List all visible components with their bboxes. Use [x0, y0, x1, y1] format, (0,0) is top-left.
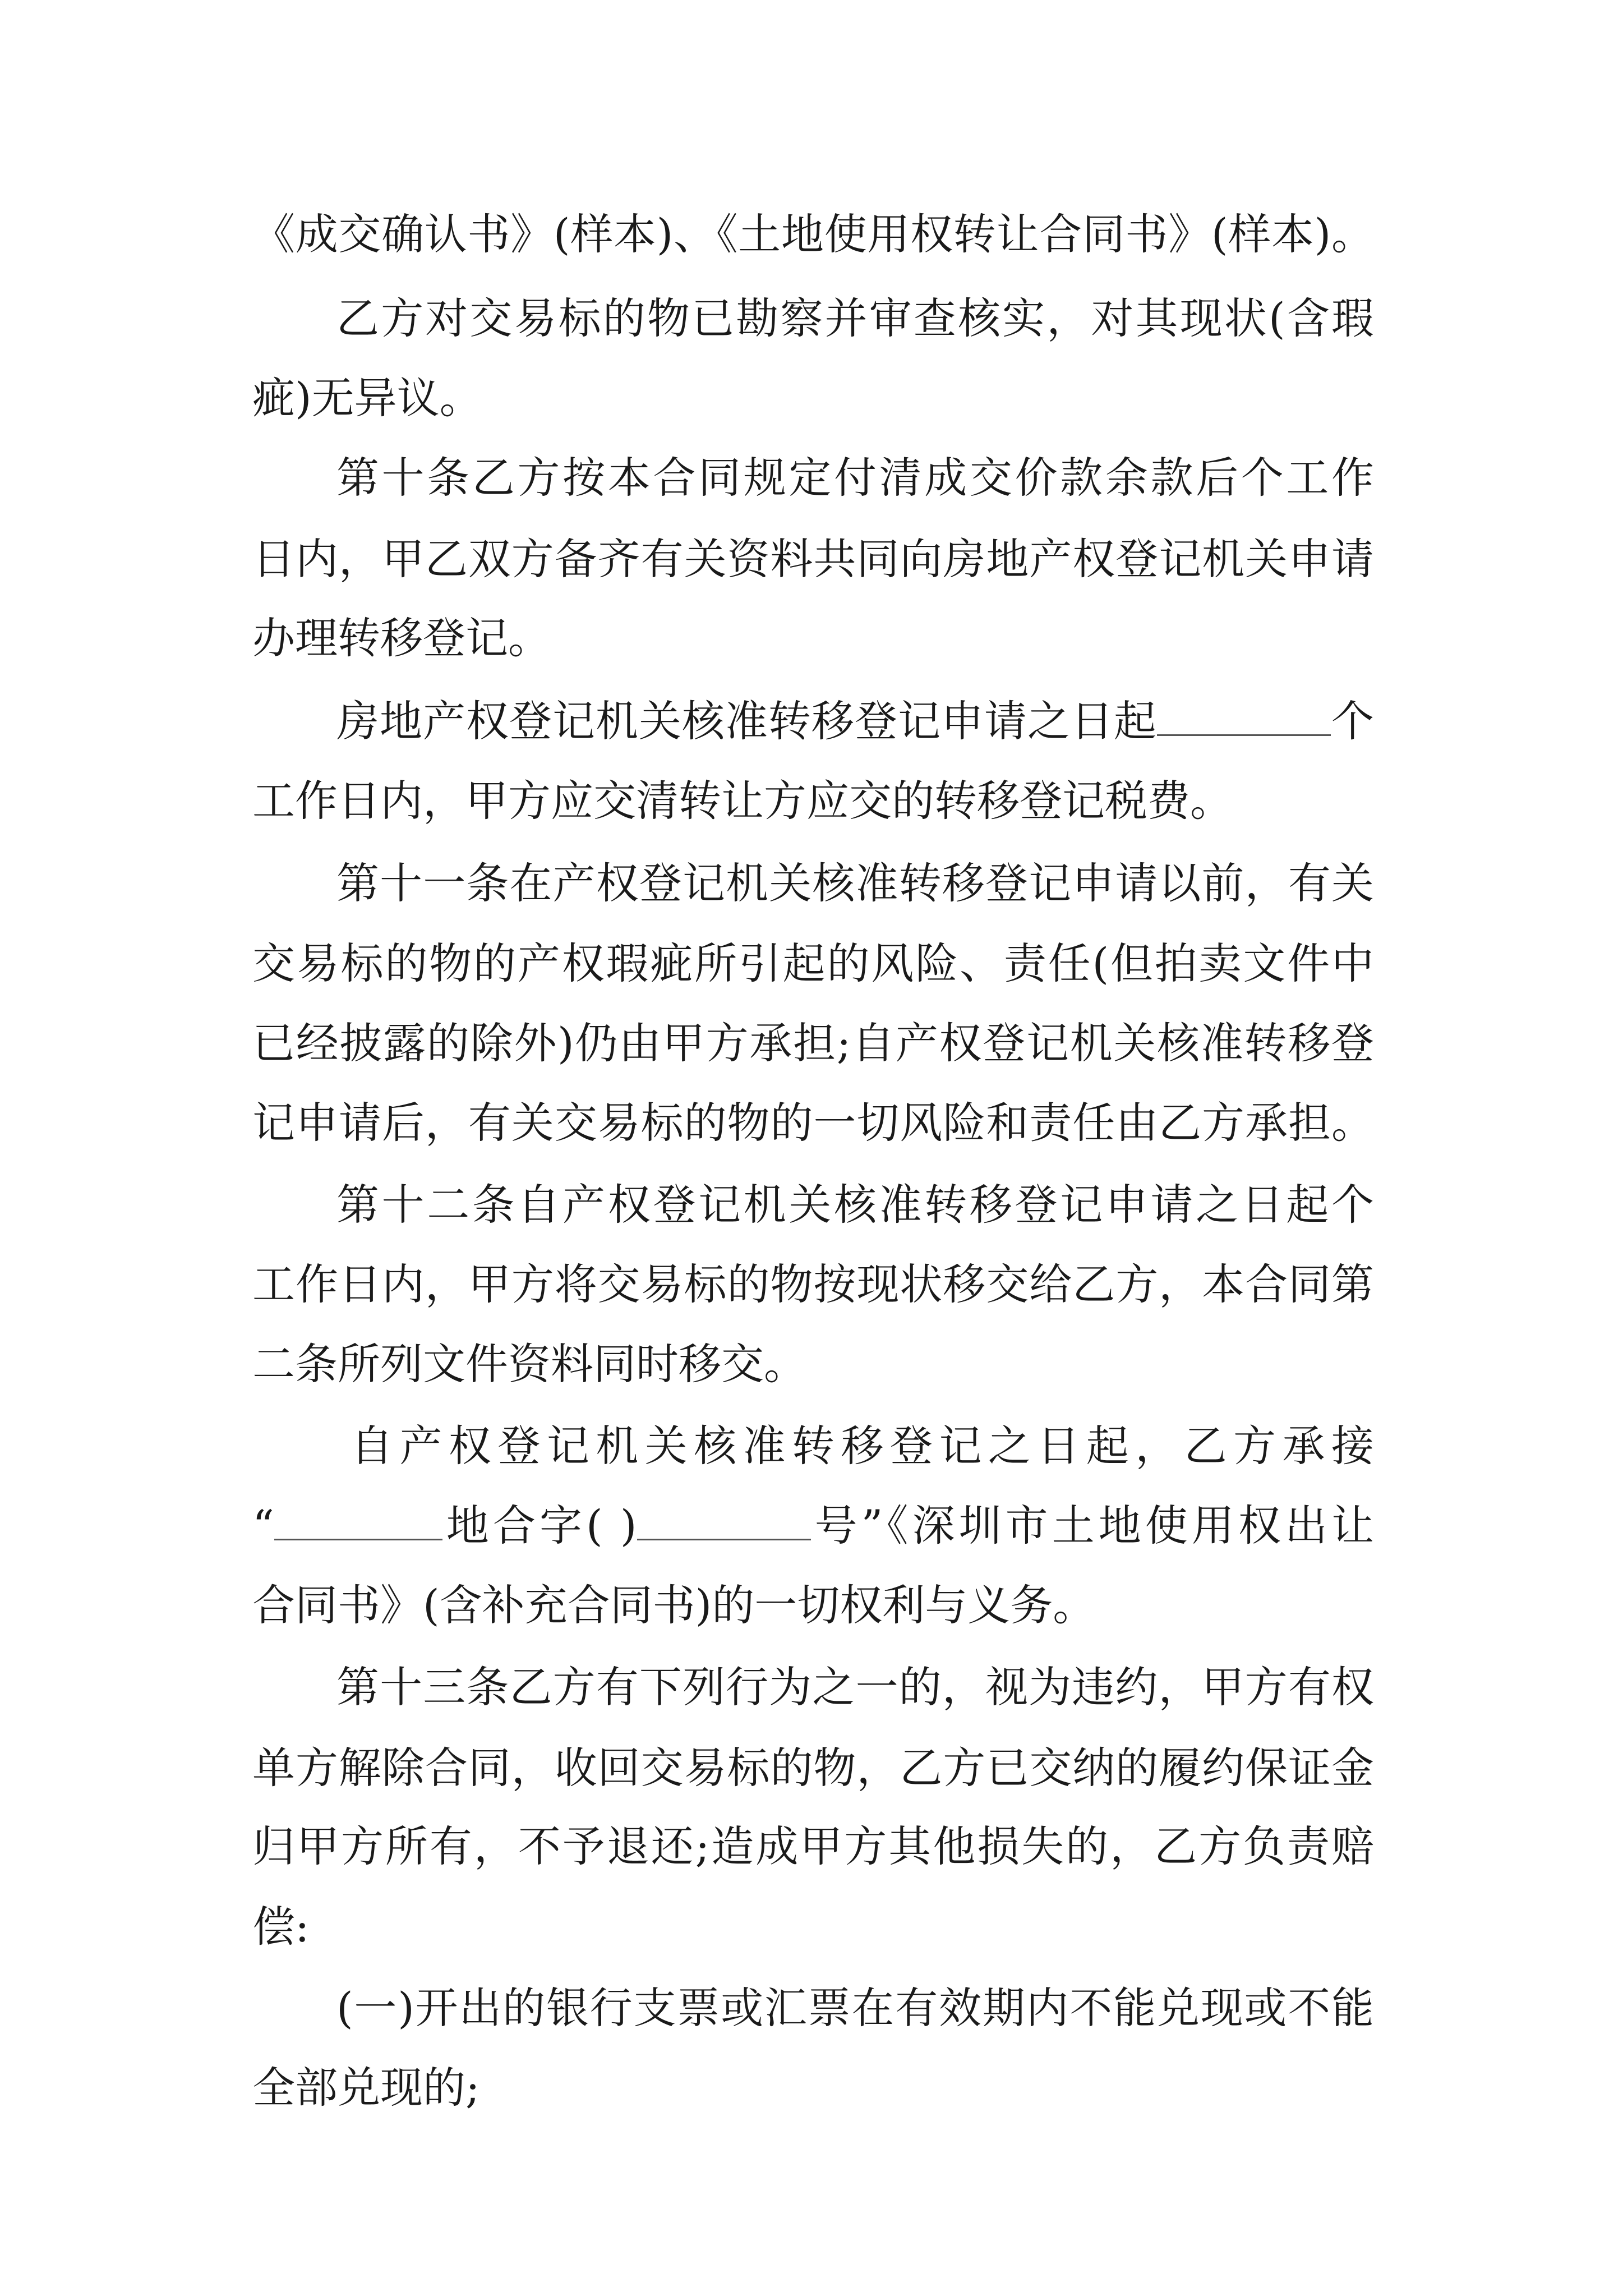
paragraph-line: 记申请后，有关交易标的物的一切风险和责任由乙方承担。 — [252, 1098, 1374, 1148]
line-text: 号”《深圳市土地使用权出让 — [810, 1501, 1374, 1550]
line-text: 个 — [1331, 696, 1374, 746]
line-text: “ — [252, 1501, 274, 1550]
paragraph-line — [336, 682, 1374, 761]
paragraph-line: (一)开出的银行支票或汇票在有效期内不能兑现或不能 — [336, 1983, 1374, 2033]
paragraph-line — [252, 1487, 1374, 1565]
paragraph-line: 偿: — [252, 1902, 310, 1952]
fill-in-blank — [1157, 695, 1331, 736]
paragraph-line: 已经披露的除外)仍由甲方承担;自产权登记机关核准转移登 — [252, 1018, 1374, 1068]
paragraph-line: 工作日内，甲方应交清转让方应交的转移登记税费。 — [252, 776, 1233, 826]
paragraph-line: 第十三条乙方有下列行为之一的，视为违约，甲方有权 — [336, 1662, 1374, 1712]
paragraph-line: 工作日内，甲方将交易标的物按现状移交给乙方，本合同第 — [252, 1259, 1374, 1309]
paragraph-line: 自产权登记机关核准转移登记之日起，乙方承接 — [351, 1421, 1374, 1471]
fill-in-blank — [637, 1499, 811, 1540]
paragraph-line: 《成交确认书》(样本)、《土地使用权转让合同书》(样本)。 — [252, 209, 1374, 259]
paragraph-line: 第十二条自产权登记机关核准转移登记申请之日起个 — [336, 1180, 1374, 1230]
line-text: 房地产权登记机关核准转移登记申请之日起 — [336, 696, 1157, 746]
fill-in-blank — [274, 1499, 442, 1540]
paragraph-line: 乙方对交易标的物已勘察并审查核实，对其现状(含瑕 — [336, 293, 1374, 343]
paragraph-line: 日内，甲乙双方备齐有关资料共同向房地产权登记机关申请 — [252, 534, 1374, 584]
line-text: 地合字( ) — [442, 1501, 637, 1550]
paragraph-line: 办理转移登记。 — [252, 613, 551, 663]
paragraph-line: 第十条乙方按本合同规定付清成交价款余款后个工作 — [336, 453, 1374, 503]
paragraph-line: 全部兑现的; — [252, 2063, 480, 2113]
paragraph-line: 单方解除合同，收回交易标的物，乙方已交纳的履约保证金 — [252, 1743, 1374, 1793]
paragraph-line: 归甲方所有，不予退还;造成甲方其他损失的，乙方负责赔 — [252, 1821, 1374, 1871]
paragraph-line: 第十一条在产权登记机关核准转移登记申请以前，有关 — [336, 858, 1374, 908]
paragraph-line: 二条所列文件资料同时移交。 — [252, 1339, 806, 1389]
paragraph-line: 疵)无异议。 — [252, 373, 482, 423]
paragraph-line: 交易标的物的产权瑕疵所引起的风险、责任(但拍卖文件中 — [252, 938, 1374, 988]
paragraph-line: 合同书》(含补充合同书)的一切权利与义务。 — [252, 1580, 1096, 1630]
